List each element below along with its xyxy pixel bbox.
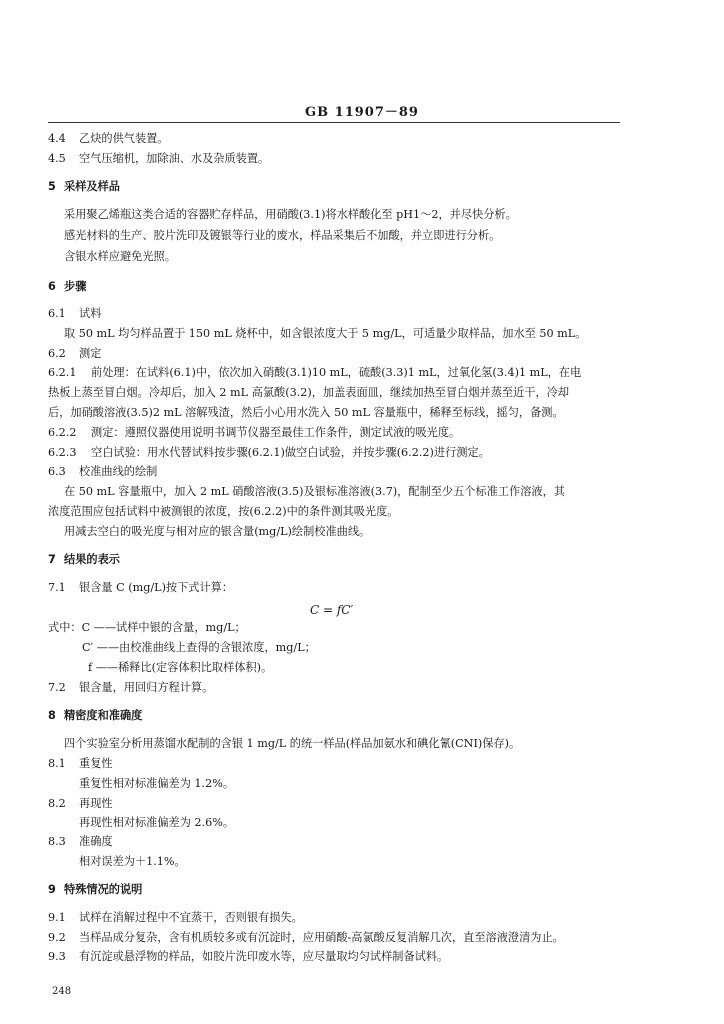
clause-text: f ——稀释比(定容体积比取样体积)。 [88,661,273,674]
clause-text: 特殊情况的说明 [64,883,143,896]
clause-text: 校准曲线的绘制 [79,465,158,478]
clause-text: 乙炔的供气装置。 [79,132,169,145]
clause-number: 6.2.2 [48,426,77,439]
clause-text: 在 50 mL 容量瓶中，加入 2 mL 硝酸溶液(3.5)及银标准溶液(3.7)，配制至少五个标准工作溶液，其 [64,485,565,498]
clause-text: 前处理：在试料(6.1)中，依次加入硝酸(3.1)10 mL，硫酸(3.3)1 mL，过氧化氢(3.4)1 mL，在电 [91,366,582,379]
clause-text: 步骤 [64,280,87,293]
clause-number: 9.2 [48,931,66,944]
clause-text: 有沉淀或悬浮物的样品，如胶片洗印废水等，应尽量取均匀试样制备试料。 [79,950,449,963]
clause-text: 试料 [79,307,102,320]
clause-text: 感光材料的生产、胶片洗印及镀银等行业的废水，样品采集后不加酸，并立即进行分析。 [64,229,501,242]
clause-text: 后，加硝酸溶液(3.5)2 mL 溶解残渣，然后小心用水洗入 50 mL 容量瓶中，稀释至标线，摇匀，备测。 [48,406,564,419]
clause-number: 4.4 [48,132,66,145]
clause-number: 9.1 [48,911,66,924]
clause-text: 式中：C ——试样中银的含量，mg/L； [48,621,246,634]
clause-number: 9 [48,883,56,896]
clause-number: 5 [48,180,56,193]
page-number: 248 [52,986,72,997]
clause-text: 重复性 [79,757,113,770]
clause-number: 6.2.1 [48,366,77,379]
clause-text: 浓度范围应包括试料中被测银的浓度，按(6.2.2)中的条件测其吸光度。 [48,505,399,518]
clause-text: 热板上蒸至冒白烟。冷却后，加入 2 mL 高氯酸(3.2)，加盖表面皿，继续加热至冒白烟并蒸至近干，冷却 [48,386,570,399]
clause-text: 再现性 [79,797,113,810]
clause-text: 测定 [79,347,102,360]
clause-text: 银含量，用回归方程计算。 [79,681,214,694]
clause-number: 6.1 [48,307,66,320]
clause-text: 用减去空白的吸光度与相对应的银含量(mg/L)绘制校准曲线。 [64,525,371,538]
clause-text: 结果的表示 [64,553,120,566]
clause-number: 7.1 [48,581,66,594]
clause-number: 8.2 [48,797,66,810]
clause-text: 四个实验室分析用蒸馏水配制的含银 1 mg/L 的统一样品(样品加氨水和碘化氰(CNI)保存)。 [64,737,521,750]
clause-text: C′ ——由校准曲线上查得的含银浓度，mg/L； [82,641,316,654]
clause-text: 空白试验：用水代替试料按步骤(6.2.1)做空白试验，并按步骤(6.2.2)进行测定。 [91,446,490,459]
clause-number: 6 [48,280,56,293]
formula: C = fC′ [310,603,354,617]
clause-text: 准确度 [79,835,113,848]
clause-text: 重复性相对标准偏差为 1.2%。 [79,777,235,790]
clause-number: 8 [48,709,56,722]
clause-text: 含银水样应避免光照。 [64,250,176,263]
clause-text: 采样及样品 [64,180,120,193]
clause-text: 试样在消解过程中不宜蒸干，否则银有损失。 [79,911,303,924]
clause-text: 相对误差为＋1.1%。 [79,855,186,868]
clause-number: 7 [48,553,56,566]
clause-number: 6.3 [48,465,66,478]
clause-text: 再现性相对标准偏差为 2.6%。 [79,816,235,829]
page-header: GB 11907－89 [305,105,419,120]
clause-text: 取 50 mL 均匀样品置于 150 mL 烧杯中，如含银浓度大于 5 mg/L，可适量少取样品，加水至 50 mL。 [64,327,587,340]
clause-number: 9.3 [48,950,66,963]
clause-text: 精密度和准确度 [64,709,143,722]
clause-number: 6.2.3 [48,446,77,459]
clause-number: 4.5 [48,152,66,165]
clause-text: 空气压缩机，加除油、水及杂质装置。 [79,152,270,165]
clause-text: 当样品成分复杂，含有机质较多或有沉淀时，应用硝酸-高氯酸反复消解几次，直至溶液澄清为止。 [79,931,564,944]
clause-text: 银含量 C (mg/L)按下式计算： [79,581,234,594]
clause-text: 采用聚乙烯瓶这类合适的容器贮存样品，用硝酸(3.1)将水样酸化至 pH1～2，并尽快分析。 [64,208,517,221]
clause-number: 7.2 [48,681,66,694]
clause-number: 8.1 [48,757,66,770]
clause-number: 6.2 [48,347,66,360]
clause-text: 测定：遵照仪器使用说明书调节仪器至最佳工作条件，测定试液的吸光度。 [91,426,461,439]
header-rule [48,122,620,123]
clause-number: 8.3 [48,835,66,848]
